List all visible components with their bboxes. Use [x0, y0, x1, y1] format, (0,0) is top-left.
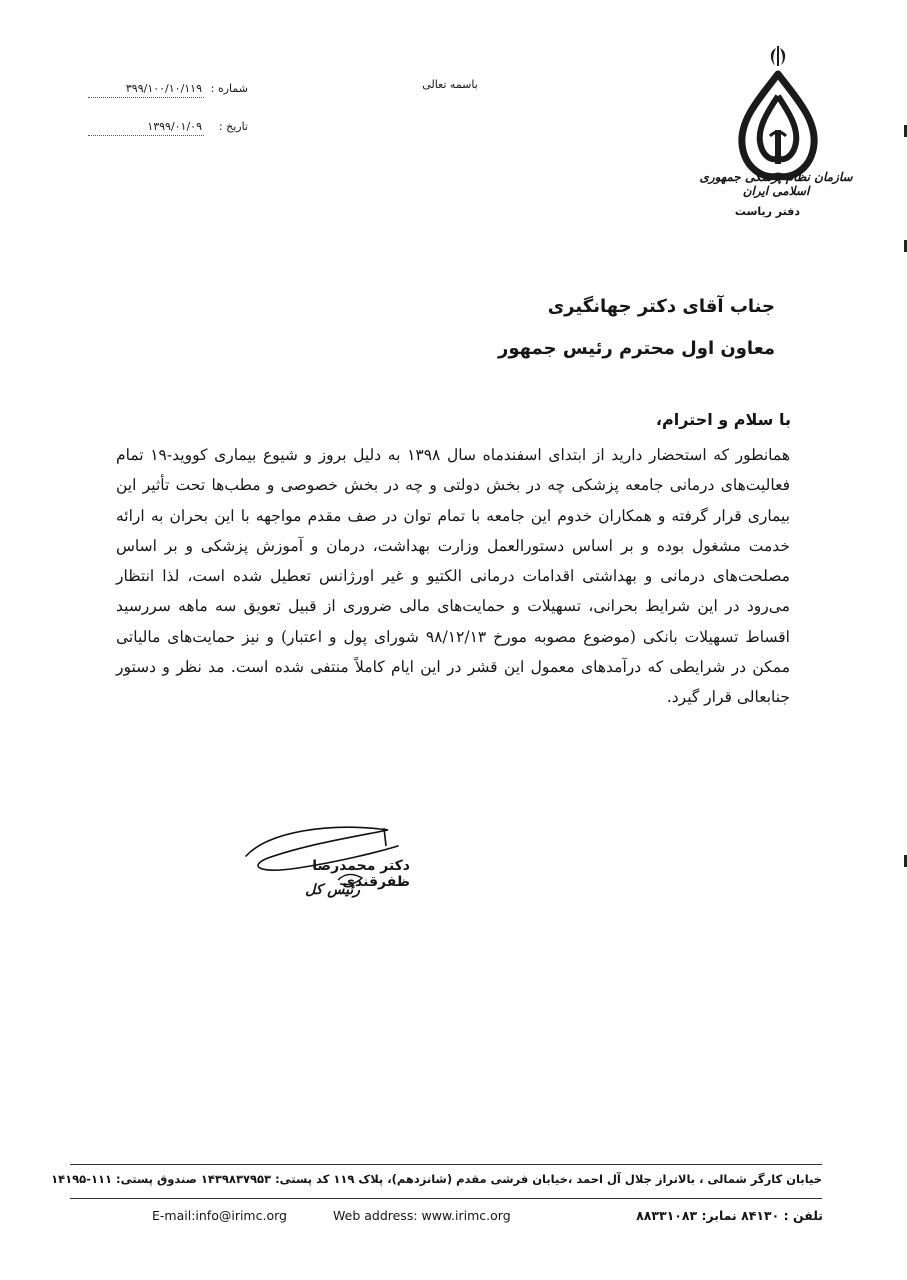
footer-address: خیابان کارگر شمالی ، بالاتراز جلال آل احمد ،خیابان فرشی مقدم (شانزدهم)، پلاک ۱۱۹ کد پستی: ۱۴۳۹۸۳۷۹۵۳ صندوق پستی: ۱۱۱-۱۴۱۹۵ — [51, 1172, 822, 1186]
signer-title: رئیس کل — [305, 882, 360, 898]
recipient-name: جناب آقای دکتر جهانگیری — [547, 296, 775, 317]
office-name: دفتر ریاست — [734, 205, 800, 218]
footer-divider — [70, 1164, 822, 1165]
bismillah: باسمه تعالی — [422, 78, 478, 91]
dotted-line — [88, 135, 204, 136]
recipient-title: معاون اول محترم رئیس جمهور — [498, 338, 775, 359]
letter-body: همانطور که استحضار دارید از ابتدای اسفندماه سال ۱۳۹۸ به دلیل بروز و شیوع بیماری کووید-۱۹ تمام فعالیت‌های درمانی جامعه پزشکی چه در بخش دولتی و چه در بخش خصوصی و مطب‌ها تحت تأثیر این بیماری قرار گرفته و همکاران خدوم این جامعه با تمام توان در صف مقدم مواجهه با این بحران به ارائه خدمت مشغول بوده و بر اساس دستورالعمل وزارت بهداشت، درمان و آموزش پزشکی و بر اساس مصلحت‌های درمانی و بهداشتی اقدامات درمانی الکتیو و غیر اورژانس تعطیل شده است، لذا انتظار می‌رود در این شرایط بحرانی، تسهیلات و حمایت‌های مالی ضروری از قبیل تعویق سه ماهه سررسید اقساط تسهیلات بانکی (موضوع مصوبه مورخ ۹۸/۱۲/۱۳ شورای پول و اعتبار) و نیز حمایت‌های مالیاتی ممکن در شرایطی که درآمدهای معمول این قشر در این ایام کاملاً منتفی شده است. مد نظر و دستور جنابعالی قرار گیرد. — [116, 446, 791, 707]
greeting: با سلام و احترام، — [655, 410, 791, 429]
letter-date-value: ۱۳۹۹/۰۱/۰۹ — [147, 120, 202, 133]
dotted-line — [88, 97, 204, 98]
footer-website: Web address: www.irimc.org — [333, 1208, 511, 1223]
letter-number-value: ۳۹۹/۱۰۰/۱۰/۱۱۹ — [125, 82, 202, 95]
letter-number — [88, 82, 248, 100]
letter-number-label: شماره : — [210, 82, 248, 95]
signer-name: دکتر محمدرضا ظفرقندی — [312, 858, 410, 890]
footer-email: E-mail:info@irimc.org — [152, 1208, 287, 1223]
letter-date-label: تاریخ : — [218, 120, 248, 133]
footer-divider — [70, 1198, 822, 1199]
organization-name: سازمان نظام پزشکی جمهوری اسلامی ایران — [699, 170, 853, 198]
letter-date — [88, 120, 248, 138]
footer-phone: تلفن : ۸۴۱۳۰ نمابر: ۸۸۳۳۱۰۸۳ — [636, 1208, 823, 1223]
